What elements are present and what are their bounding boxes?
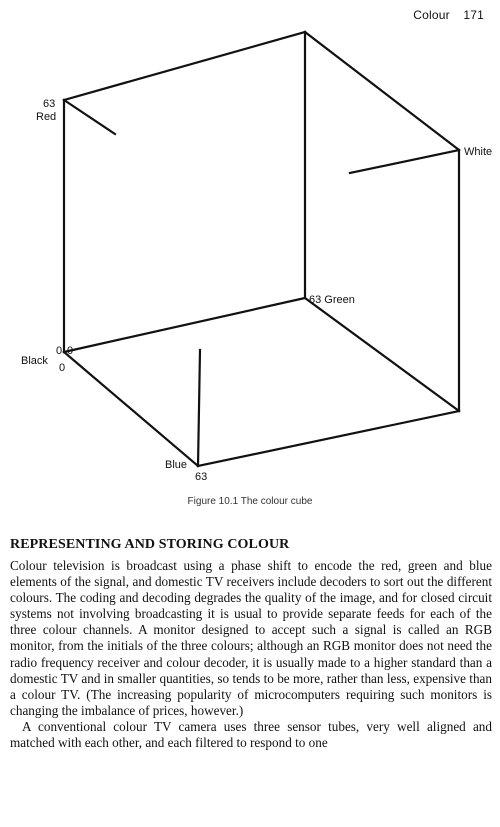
label-blue: Blue — [165, 459, 188, 471]
label-black-zero-top: 0 — [56, 345, 63, 357]
label-green: 63 Green — [309, 294, 355, 306]
cube-edge — [198, 411, 459, 466]
cube-edge — [64, 298, 305, 352]
label-black-zero-right: 0 — [67, 345, 74, 357]
cube-edge — [305, 32, 459, 150]
body-paragraph: A conventional colour TV camera uses three sensor tubes, very well aligned and matched with each other, and each filtered to respond to one — [10, 718, 492, 751]
partial-edge-blue — [198, 350, 200, 466]
section-representing-colour — [10, 537, 492, 751]
cube-edge — [64, 32, 305, 100]
partial-edge-white — [350, 150, 459, 173]
cube-edge — [64, 352, 198, 466]
partial-edge-red — [64, 100, 115, 134]
label-red: Red — [36, 111, 57, 123]
label-red-value: 63 — [43, 98, 56, 110]
running-title: Colour — [413, 8, 450, 22]
label-black: Black — [21, 355, 48, 367]
section-heading: REPRESENTING AND STORING COLOUR — [10, 537, 290, 552]
cube-edge — [305, 298, 459, 411]
label-white: White — [464, 146, 493, 158]
page-number: 171 — [463, 8, 484, 22]
figure-caption: Figure 10.1 The colour cube — [187, 496, 313, 507]
body-paragraph: Colour television is broadcast using a phase shift to encode the red, green and blue elements of the signal, and domestic TV receivers include decoders to sort out the different colours. The coding and decoding degrades the quality of the image, and for closed circuit systems not involving broadcasting it is usual to provide separate feeds for each of the three colour channels. A monitor designed to accept such a signal is called an RGB monitor, from the initials of the three colours; although an RGB monitor does not need the radio frequency receiver and colour decoder, it is usually made to a higher standard than a domestic TV and in smaller quantities, so tends to be more, rather than less, expensive than a colour TV. (The increasing popularity of microcomputers requiring such monitors is changing the imbalance of prices, however.) — [10, 558, 492, 718]
label-blue-value: 63 — [195, 471, 208, 483]
label-black-zero-bottom: 0 — [59, 362, 66, 374]
